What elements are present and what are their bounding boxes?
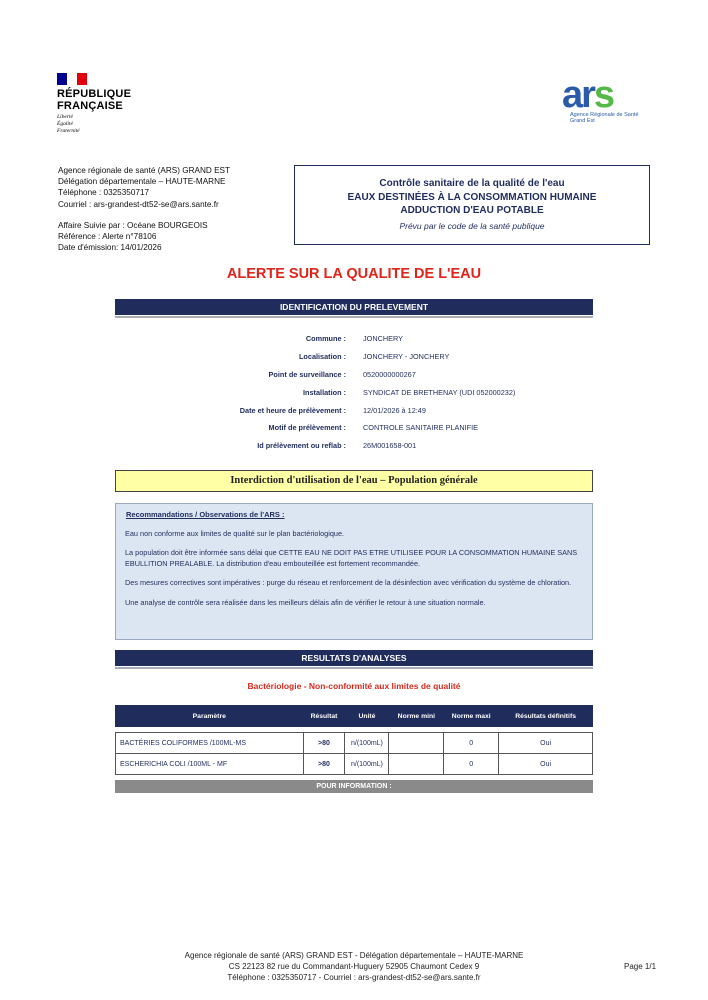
- republique-francaise-logo: [57, 73, 147, 135]
- ars-logo: ars Agence Régionale de Santé Grand Est: [562, 78, 648, 132]
- ars-subtitle: Agence Régionale de Santé Grand Est: [570, 112, 639, 124]
- affaire-info: [58, 220, 208, 254]
- ident-row-localisation: Localisation : JONCHERY - JONCHERY: [298, 352, 450, 361]
- agency-delegation: Délégation départementale – HAUTE-MARNE: [58, 177, 226, 187]
- rf-motto: Liberté Égalité Fraternité: [57, 114, 80, 134]
- col-norme-mini: Norme mini: [389, 706, 444, 727]
- reco-paragraph: Des mesures correctives sont impératives : purge du réseau et renforcement de la désinfection avec vérification du système de chloration.: [125, 578, 572, 587]
- agency-phone: Téléphone : 0325350717: [58, 188, 150, 198]
- col-unite: Unité: [345, 706, 389, 727]
- table-row: ESCHERICHIA COLI /100ML - MF >80 n/(100mL) 0 Oui: [116, 754, 593, 775]
- ident-row-commune: Commune : JONCHERY: [305, 334, 404, 343]
- col-norme-maxi: Norme maxi: [444, 706, 499, 727]
- table-header-row: [116, 706, 593, 727]
- affaire-suivie: Affaire Suivie par : Océane BOURGEOIS: [58, 221, 208, 230]
- reco-paragraph: Une analyse de contrôle sera réalisée dans les meilleurs délais afin de vérifier le retour à une situation normale.: [125, 597, 486, 607]
- col-resultat: Résultat: [303, 706, 345, 727]
- footer-address: CS 22123 82 rue du Commandant-Huguery 52905 Chaumont Cedex 9: [228, 962, 480, 971]
- footer: [0, 950, 708, 983]
- alert-title: ALERTE SUR LA QUALITE DE L'EAU: [226, 266, 482, 282]
- date-emission: Date d'émission: 14/01/2026: [58, 243, 162, 253]
- results-header: RESULTATS D'ANALYSES: [115, 650, 593, 666]
- table-row: BACTÉRIES COLIFORMES /100ML-MS >80 n/(100mL) 0 Oui: [116, 733, 593, 754]
- interdiction-banner: Interdiction d'utilisation de l'eau – Population générale: [115, 470, 593, 492]
- agency-name: Agence régionale de santé (ARS) GRAND EST: [58, 166, 231, 175]
- recommandations-title: Recommandations / Observations de l'ARS :: [126, 510, 285, 519]
- col-parametre: Paramètre: [116, 706, 304, 727]
- ident-row-point-surveillance: Point de surveillance : 0520000000267: [268, 370, 416, 379]
- results-subtitle: Bactériologie - Non-conformité aux limites de qualité: [247, 681, 461, 691]
- ident-row-motif: Motif de prélèvement : CONTROLE SANITAIRE PLANIFIE: [268, 423, 479, 432]
- footer-contact: Téléphone : 0325350717 - Courriel : ars-grandest-dt52-se@ars.sante.fr: [227, 973, 481, 982]
- rf-name: RÉPUBLIQUE FRANÇAISE: [57, 88, 132, 112]
- identification-header: IDENTIFICATION DU PRELEVEMENT: [115, 299, 593, 315]
- agency-info: [58, 165, 230, 210]
- recommandations-box: [115, 503, 593, 640]
- footer-agency: Agence régionale de santé (ARS) GRAND EST - Délégation départementale – HAUTE-MARNE: [184, 951, 524, 960]
- control-box: Contrôle sanitaire de la qualité de l'eau EAUX DESTINÉES À LA CONSOMMATION HUMAINE ADDUCTION D'EAU POTABLE Prévu par le code de la santé publique: [294, 165, 650, 245]
- reco-paragraph: Eau non conforme aux limites de qualité sur le plan bactériologique.: [125, 528, 345, 538]
- ident-row-installation: Installation : SYNDICAT DE BRETHENAY (UDI 052000232): [303, 388, 516, 397]
- col-resultats-definitifs: Résultats définitifs: [499, 706, 593, 727]
- reco-paragraph: La population doit être informée sans délai que CETTE EAU NE DOIT PAS ETRE UTILISEE POUR LA CONSOMMATION HUMAINE SANS EBULLITION PREALABLE. La distribution d'eau embouteillée est fortement recommandée.: [125, 548, 578, 568]
- ident-row-date-heure: Date et heure de prélèvement : 12/01/2026 à 12:49: [239, 406, 426, 415]
- page-number: Page 1/1: [624, 962, 657, 971]
- pour-information-bar: POUR INFORMATION :: [115, 780, 593, 793]
- reference: Référence : Alerte n°78106: [58, 232, 157, 242]
- results-table: [115, 705, 593, 775]
- ident-row-id-prelevement: Id prélèvement ou reflab : 26M001658-001: [257, 441, 417, 450]
- french-flag-icon: [57, 73, 87, 85]
- agency-email: Courriel : ars-grandest-dt52-se@ars.sante.fr: [58, 199, 219, 209]
